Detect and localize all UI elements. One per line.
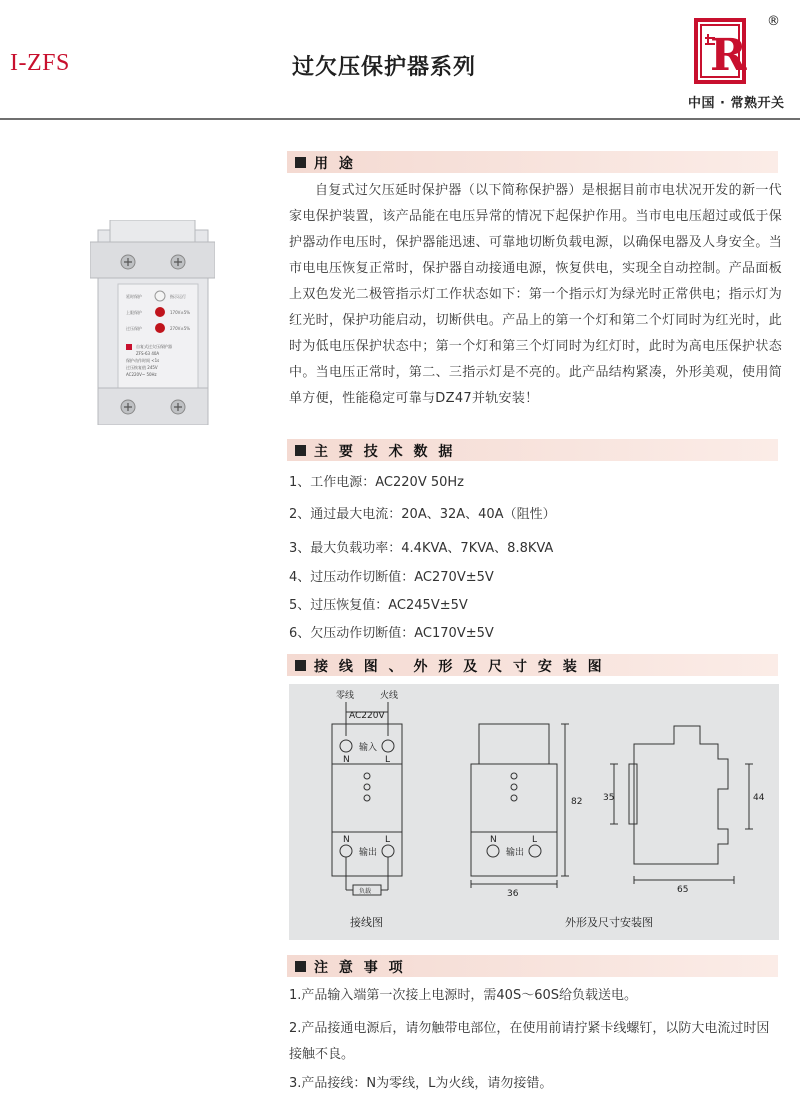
section-marker	[295, 445, 306, 456]
n-label: N	[343, 755, 350, 765]
spec-item: 3、最大负载功率：4.4KVA、7KVA、8.8KVA	[289, 541, 554, 556]
dim-body: 44	[753, 793, 765, 803]
outline-caption: 外形及尺寸安装图	[565, 916, 653, 929]
panel-label: 270V±5%	[170, 326, 191, 331]
load-label: 负载	[359, 888, 372, 895]
page-title: 过欠压保护器系列	[292, 54, 477, 80]
section-marker	[295, 961, 306, 972]
note-item: 2.产品接通电源后，请勿触带电部位，在使用前请拧紧卡线螺钉，以防大电流过时因接触不良。	[289, 1021, 770, 1062]
nameplate-line: 保护动作时间 <1s	[126, 358, 160, 363]
nameplate-line: 自复式过欠压保护器	[136, 344, 172, 349]
section-header-usage	[287, 151, 778, 173]
note-item: 1.产品输入端第一次接上电源时，需40S～60S给负载送电。	[289, 988, 637, 1003]
wiring-caption: 接线图	[350, 916, 383, 929]
product-photo	[90, 220, 215, 425]
section-marker	[295, 157, 306, 168]
n-label: N	[343, 835, 350, 845]
neutral-label: 零线	[336, 691, 355, 701]
panel-label: 过压保护	[126, 326, 142, 331]
dim-rail: 35	[603, 793, 615, 803]
spec-item: 1、工作电源：AC220V 50Hz	[289, 475, 464, 490]
brand-logo	[688, 14, 788, 112]
logo-letter: R	[710, 30, 747, 81]
registered-mark: ®	[767, 14, 780, 29]
output-label: 输出	[359, 848, 378, 858]
brand-name: 中国 · 常熟开关	[688, 96, 785, 111]
panel-label: 延时保护	[126, 294, 142, 299]
nameplate-line: 过压恢复值 245V	[126, 365, 158, 370]
usage-paragraph: 自复式过欠压延时保护器（以下简称保护器）是根据目前市电状况开发的新一代家电保护装置，该产品能在电压异常的情况下起保护作用。当市电电压超过或低于保护器动作电压时，保护器能迅速、可靠地切断负载电源，以确保电器及人身安全。当市电电压恢复正常时，保护器自动接通电源，恢复供电，实现全自动控制。产品面板上双色发光二极管指示灯工作状态如下：第一个指示灯为绿光时正常供电；指示灯为红光时，保护功能启动，切断供电。产品上的第一个灯和第二个灯同时为红光时，此时为低电压保护状态中；第一个灯和第三个灯同时为红灯时，此时为高电压保护状态中。当电压正常时，第二、三指示灯是不亮的。此产品结构紧凑，外形美观，使用简单方便，性能稳定可靠与DZ47并轨安装！	[289, 183, 782, 406]
nameplate-line: AC220V~ 50Hz	[126, 372, 157, 377]
panel-label: 上限保护	[126, 310, 142, 315]
diagram-drawing	[289, 684, 779, 940]
diagram-panel	[289, 684, 779, 940]
section-header-specs	[287, 439, 778, 461]
section-header-notes	[287, 955, 778, 977]
output-label: 输出	[506, 848, 525, 858]
note-item: 3.产品接线：N为零线，L为火线，请勿接错。	[289, 1076, 553, 1091]
input-label: 输入	[359, 743, 378, 753]
spec-item: 5、过压恢复值：AC245V±5V	[289, 598, 468, 613]
section-title: 用 途	[314, 156, 356, 172]
l-label: L	[532, 835, 538, 845]
series-code: I-ZFS	[10, 50, 70, 76]
section-title: 接 线 图 、 外 形 及 尺 寸 安 装 图	[314, 659, 605, 675]
panel-label: 170V±5%	[170, 310, 191, 315]
live-label: 火线	[380, 691, 399, 701]
section-title: 主 要 技 术 数 据	[314, 444, 456, 460]
dim-height: 82	[571, 797, 583, 807]
spec-item: 2、通过最大电流：20A、32A、40A（阻性）	[289, 507, 556, 522]
spec-item: 6、欠压动作切断值：AC170V±5V	[289, 626, 494, 641]
l-label: L	[385, 835, 391, 845]
section-title: 注 意 事 项	[314, 960, 406, 976]
nameplate-line: ZFS-63 40A	[136, 351, 160, 356]
voltage-label: AC220V	[349, 711, 385, 721]
l-label: L	[385, 755, 391, 765]
panel-label: 指示运行	[170, 294, 186, 299]
dim-depth: 65	[677, 885, 689, 895]
header-divider	[0, 118, 800, 120]
section-marker	[295, 660, 306, 671]
dim-width: 36	[507, 889, 519, 899]
n-label: N	[490, 835, 497, 845]
section-header-diagram	[287, 654, 778, 676]
spec-item: 4、过压动作切断值：AC270V±5V	[289, 570, 494, 585]
